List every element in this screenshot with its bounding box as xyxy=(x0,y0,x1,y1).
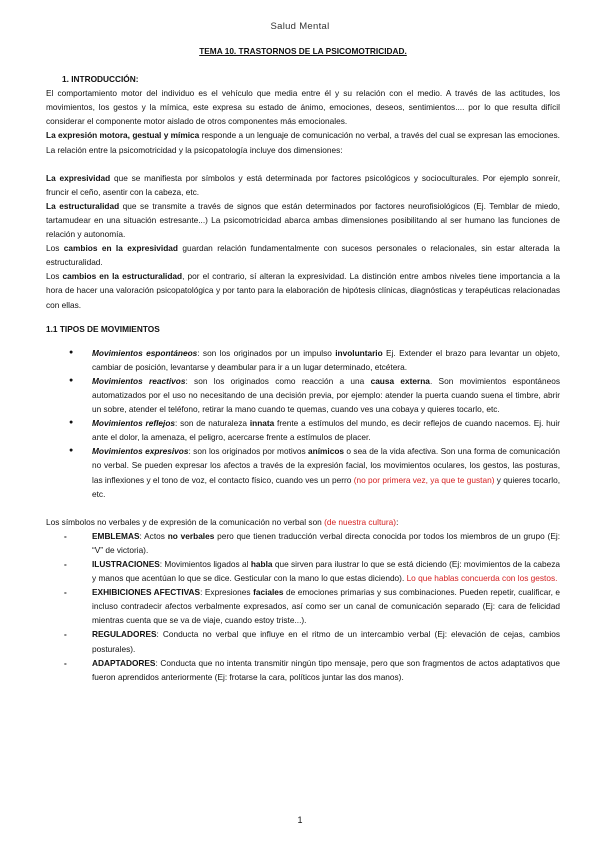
intro-paragraph-expresividad: La expresividad que se manifiesta por símbolos y está determinada por factores psicológicos y socioculturales. Por ejemplo sonreír, fruncir el ceño, asentir con la cabeza, etc. xyxy=(46,172,560,197)
list-item: - EMBLEMAS: Actos no verbales pero que tienen traducción verbal directa conocida por todos los miembros de un grupo (Ej: “V” de victoria). xyxy=(46,529,560,557)
intro-paragraph-1: El comportamiento motor del individuo es el vehículo que media entre él y su relación con el medio. A través de las actitudes, los movimientos, los gestos y la mímica, este expresa su estado de ánimo, emociones, deseos, sentimientos.... por lo que resulta difícil considerar el componente motor aislado de otros componentes más emocionales. xyxy=(46,88,560,127)
list-item: ● Movimientos reactivos: son los originados como reacción a una causa externa. Son movimientos espontáneos automatizados por el uso no necesitando de una decisión previa, por ejemplo: atender la puerta cuando suena el timbre, abrir un sobre, atender el teléfono, retirar la mano cuando te quemas, cuando ves una cobaya y quieres tocarlo, etc. xyxy=(46,374,560,416)
symbols-intro: Los símbolos no verbales y de expresión de la comunicación no verbal son (de nuestra cultura): xyxy=(46,516,399,527)
list-item: - ILUSTRACIONES: Movimientos ligados al habla que sirven para ilustrar lo que se está diciendo (Ej: movimientos de la cabeza y manos que acentúan lo que se dice. Gesticular con la mano lo que estas diciendo). Lo que hablas concuerda con los gestos. xyxy=(46,557,560,585)
movements-list xyxy=(46,346,560,501)
list-item: - EXHIBICIONES AFECTIVAS: Expresiones faciales de emociones primarias y sus combinaciones. Pueden repetir, cualificar, e incluso contradecir afectos verbalmente expresados, así como ser un canal de comunicación separado (Ej: cara de felicidad mientras cuenta que se va de viaje, cuando estoy triste...). xyxy=(46,585,560,627)
list-item: - ADAPTADORES: Conducta que no intenta transmitir ningún tipo mensaje, pero que son fragmentos de actos adaptativos que fueron aprendidos anteriormente (Ej: frotarse la cara, políticos juntar las dos manos). xyxy=(46,656,560,684)
intro-paragraph-cambios-estructuralidad: Los cambios en la estructuralidad, por el contrario, sí alteran la expresividad. La distinción entre ambos niveles tiene importancia a la hora de hacer una valoración psicopatológica y por tanto para la elaboración de hipótesis clínicas, diagnósticas y terapéuticas relacionadas con ellas. xyxy=(46,271,561,310)
list-item: ● Movimientos espontáneos: son los originados por un impulso involuntario Ej. Extender el brazo para levantar un objeto, cambiar de posición, levantarse y deambular para ir a un lugar determinado, etcétera. xyxy=(46,346,560,374)
intro-paragraph-estructuralidad: La estructuralidad que se transmite a través de signos que están determinados por factores neurofisiológicos (Ej. Temblar de miedo, tartamudear en una situación estresante...) La psicomotricidad abarca ambas dimensiones posibilitando al ser humano las funciones de relación y autonomía. xyxy=(46,200,560,240)
list-item: - REGULADORES: Conducta no verbal que influye en el ritmo de un intercambio verbal (Ej: elevación de cejas, cambios posturales). xyxy=(46,627,560,655)
page-content xyxy=(46,44,560,684)
symbols-list xyxy=(46,529,560,684)
intro-paragraph-cambios-expresividad: Los cambios en la expresividad guardan relación fundamentalmente con sucesos personales o relacionales, sin estar alterada la estructuralidad. xyxy=(46,243,560,268)
page-title: TEMA 10. TRASTORNOS DE LA PSICOMOTRICIDAD. xyxy=(199,46,407,56)
list-item: ● Movimientos expresivos: son los originados por motivos anímicos o sea de la vida afectiva. Son una forma de comunicación no verbal. Se pueden expresar los afectos a través de la expresión facial, los movimientos oculares, los gestos, las posturas, las inflexiones y el tono de voz, el contacto físico, cuando ves un perro (no por primera vez, ya que te gustan) y quieres tocarlo, etc. xyxy=(46,444,560,500)
intro-paragraph-2: La expresión motora, gestual y mímica responde a un lenguaje de comunicación no verbal, a través del cual se expresan las emociones. La relación entre la psicomotricidad y la psicopatología incluye dos dimensiones: xyxy=(46,130,560,155)
section-heading-tipos-movimientos: 1.1 TIPOS DE MOVIMIENTOS xyxy=(46,323,160,334)
section-heading-introduccion: 1. INTRODUCCIÓN: xyxy=(62,74,139,85)
running-header: Salud Mental xyxy=(270,21,330,32)
page-number: 1 xyxy=(297,815,303,825)
list-item: ● Movimientos reflejos: son de naturaleza innata frente a estímulos del mundo, es decir reflejos de cuando nacemos. Ej. huir ante el dolor, la amenaza, el peligro, acercarse frente a estímulos de placer. xyxy=(46,416,560,444)
